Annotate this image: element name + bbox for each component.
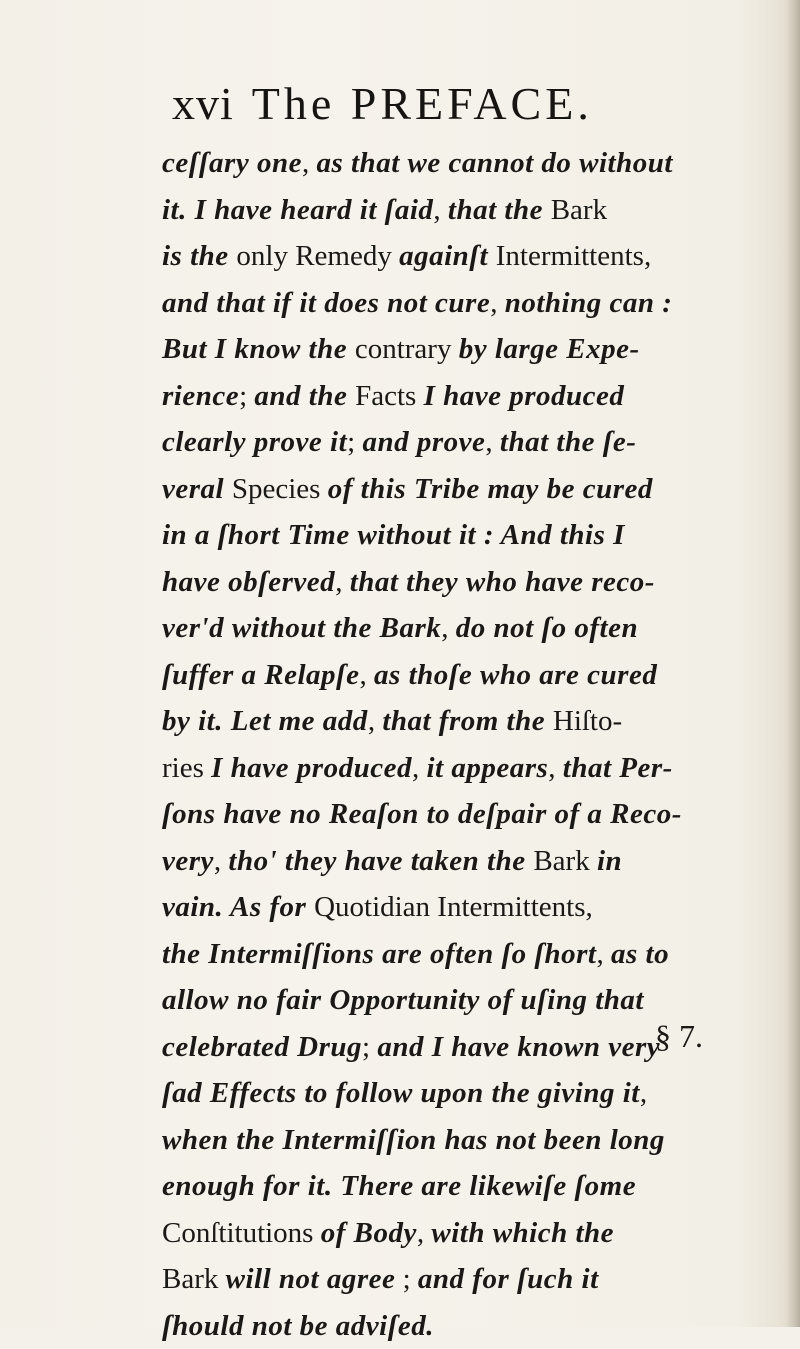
italic-text: nothing can : xyxy=(505,287,673,319)
roman-text: Species xyxy=(232,473,328,505)
text-line xyxy=(162,605,792,652)
italic-text: allow no fair Opportunity of uſing that xyxy=(162,984,644,1016)
italic-text: ceſſary one xyxy=(162,147,302,179)
italic-text: by it. Let me add xyxy=(162,705,368,737)
text-line xyxy=(162,1256,792,1303)
roman-text: ; xyxy=(395,1263,418,1295)
text-line xyxy=(162,1070,792,1117)
text-line xyxy=(162,931,792,978)
roman-text: contrary xyxy=(355,333,459,365)
italic-text: celebrated Drug xyxy=(162,1031,362,1063)
italic-text: in xyxy=(597,845,622,877)
italic-text: that from the xyxy=(382,705,553,737)
italic-text: as thoſe who are cured xyxy=(374,659,657,691)
italic-text: that the xyxy=(448,194,551,226)
italic-text: the Intermiſſions are often ſo ſhort xyxy=(162,938,597,970)
roman-text: , xyxy=(360,659,375,691)
italic-text: againſt xyxy=(399,240,496,272)
italic-text: and the xyxy=(254,380,355,412)
roman-text: , xyxy=(214,845,229,877)
italic-text: as to xyxy=(611,938,669,970)
italic-text: with which the xyxy=(431,1217,614,1249)
roman-text: only Remedy xyxy=(236,240,399,272)
italic-text: in a ſhort Time without it : And this I xyxy=(162,519,625,551)
italic-text: by large Expe- xyxy=(459,333,640,365)
italic-text: and prove xyxy=(362,426,485,458)
text-line xyxy=(162,373,792,420)
italic-text: But I know the xyxy=(162,333,355,365)
page-number: xvi xyxy=(172,74,234,134)
catchword: § 7. xyxy=(655,1018,703,1055)
roman-text: , xyxy=(417,1217,432,1249)
text-line xyxy=(162,838,792,885)
italic-text: do not ſo often xyxy=(456,612,638,644)
text-line xyxy=(162,745,792,792)
running-title: The PREFACE. xyxy=(252,74,593,134)
text-line xyxy=(162,1163,792,1210)
italic-text: that Per- xyxy=(563,752,673,784)
roman-text: , xyxy=(412,752,427,784)
roman-text: Quotidian Intermittents, xyxy=(314,891,593,923)
italic-text: will not agree xyxy=(226,1263,396,1295)
text-line xyxy=(162,187,792,234)
italic-text: enough for it. There are likewiſe ſome xyxy=(162,1170,636,1202)
italic-text: ſad Effects to follow upon the giving it xyxy=(162,1077,640,1109)
italic-text: vain. As for xyxy=(162,891,314,923)
text-line xyxy=(162,559,792,606)
italic-text: rience xyxy=(162,380,239,412)
italic-text: and that if it does not cure xyxy=(162,287,490,319)
italic-text: ſons have no Reaſon to deſpair of a Reco- xyxy=(162,798,682,830)
roman-text: Bark xyxy=(162,1263,226,1295)
roman-text: , xyxy=(335,566,350,598)
text-line xyxy=(162,698,792,745)
text-line xyxy=(162,140,792,187)
text-line xyxy=(162,233,792,280)
text-line xyxy=(162,1303,792,1349)
italic-text: have obſerved xyxy=(162,566,335,598)
roman-text: , xyxy=(548,752,563,784)
text-line xyxy=(162,512,792,559)
italic-text: and I have known very xyxy=(377,1031,660,1063)
italic-text: of Body xyxy=(321,1217,417,1249)
italic-text: when the Intermiſſion has not been long xyxy=(162,1124,665,1156)
italic-text: of this Tribe may be cured xyxy=(328,473,653,505)
italic-text: is the xyxy=(162,240,236,272)
italic-text: tho' they have taken the xyxy=(228,845,533,877)
text-line xyxy=(162,280,792,327)
roman-text: Conſtitutions xyxy=(162,1217,321,1249)
italic-text: as that we cannot do without xyxy=(316,147,672,179)
italic-text: it appears xyxy=(426,752,548,784)
page-header xyxy=(172,74,593,134)
roman-text: , xyxy=(485,426,500,458)
roman-text: , xyxy=(441,612,456,644)
roman-text: ; xyxy=(347,426,362,458)
text-line xyxy=(162,1117,792,1164)
roman-text: , xyxy=(368,705,383,737)
roman-text: Intermittents, xyxy=(496,240,651,272)
italic-text: veral xyxy=(162,473,232,505)
roman-text: , xyxy=(490,287,505,319)
italic-text: very xyxy=(162,845,214,877)
italic-text: I have produced xyxy=(211,752,412,784)
text-line xyxy=(162,977,792,1024)
roman-text: Bark xyxy=(551,194,607,226)
roman-text: Hiſto- xyxy=(553,705,622,737)
text-line xyxy=(162,466,792,513)
text-line xyxy=(162,791,792,838)
text-line xyxy=(162,652,792,699)
italic-text: ſuffer a Relapſe xyxy=(162,659,360,691)
italic-text: I have produced xyxy=(424,380,625,412)
italic-text: clearly prove it xyxy=(162,426,347,458)
italic-text: ver'd without the Bark xyxy=(162,612,441,644)
roman-text: , xyxy=(597,938,612,970)
italic-text: it. I have heard it ſaid xyxy=(162,194,433,226)
italic-text: and for ſuch it xyxy=(418,1263,599,1295)
text-line xyxy=(162,1210,792,1257)
italic-text: ſhould not be adviſed. xyxy=(162,1310,434,1342)
roman-text: ; xyxy=(362,1031,377,1063)
roman-text: , xyxy=(302,147,317,179)
roman-text: , xyxy=(433,194,448,226)
text-line xyxy=(162,884,792,931)
text-line xyxy=(162,326,792,373)
roman-text: ries xyxy=(162,752,211,784)
roman-text: , xyxy=(640,1077,647,1109)
roman-text: Facts xyxy=(355,380,423,412)
text-line xyxy=(162,419,792,466)
roman-text: ; xyxy=(239,380,254,412)
italic-text: that the ſe- xyxy=(500,426,637,458)
italic-text: that they who have reco- xyxy=(350,566,655,598)
roman-text: Bark xyxy=(533,845,597,877)
body-text xyxy=(162,140,792,1349)
